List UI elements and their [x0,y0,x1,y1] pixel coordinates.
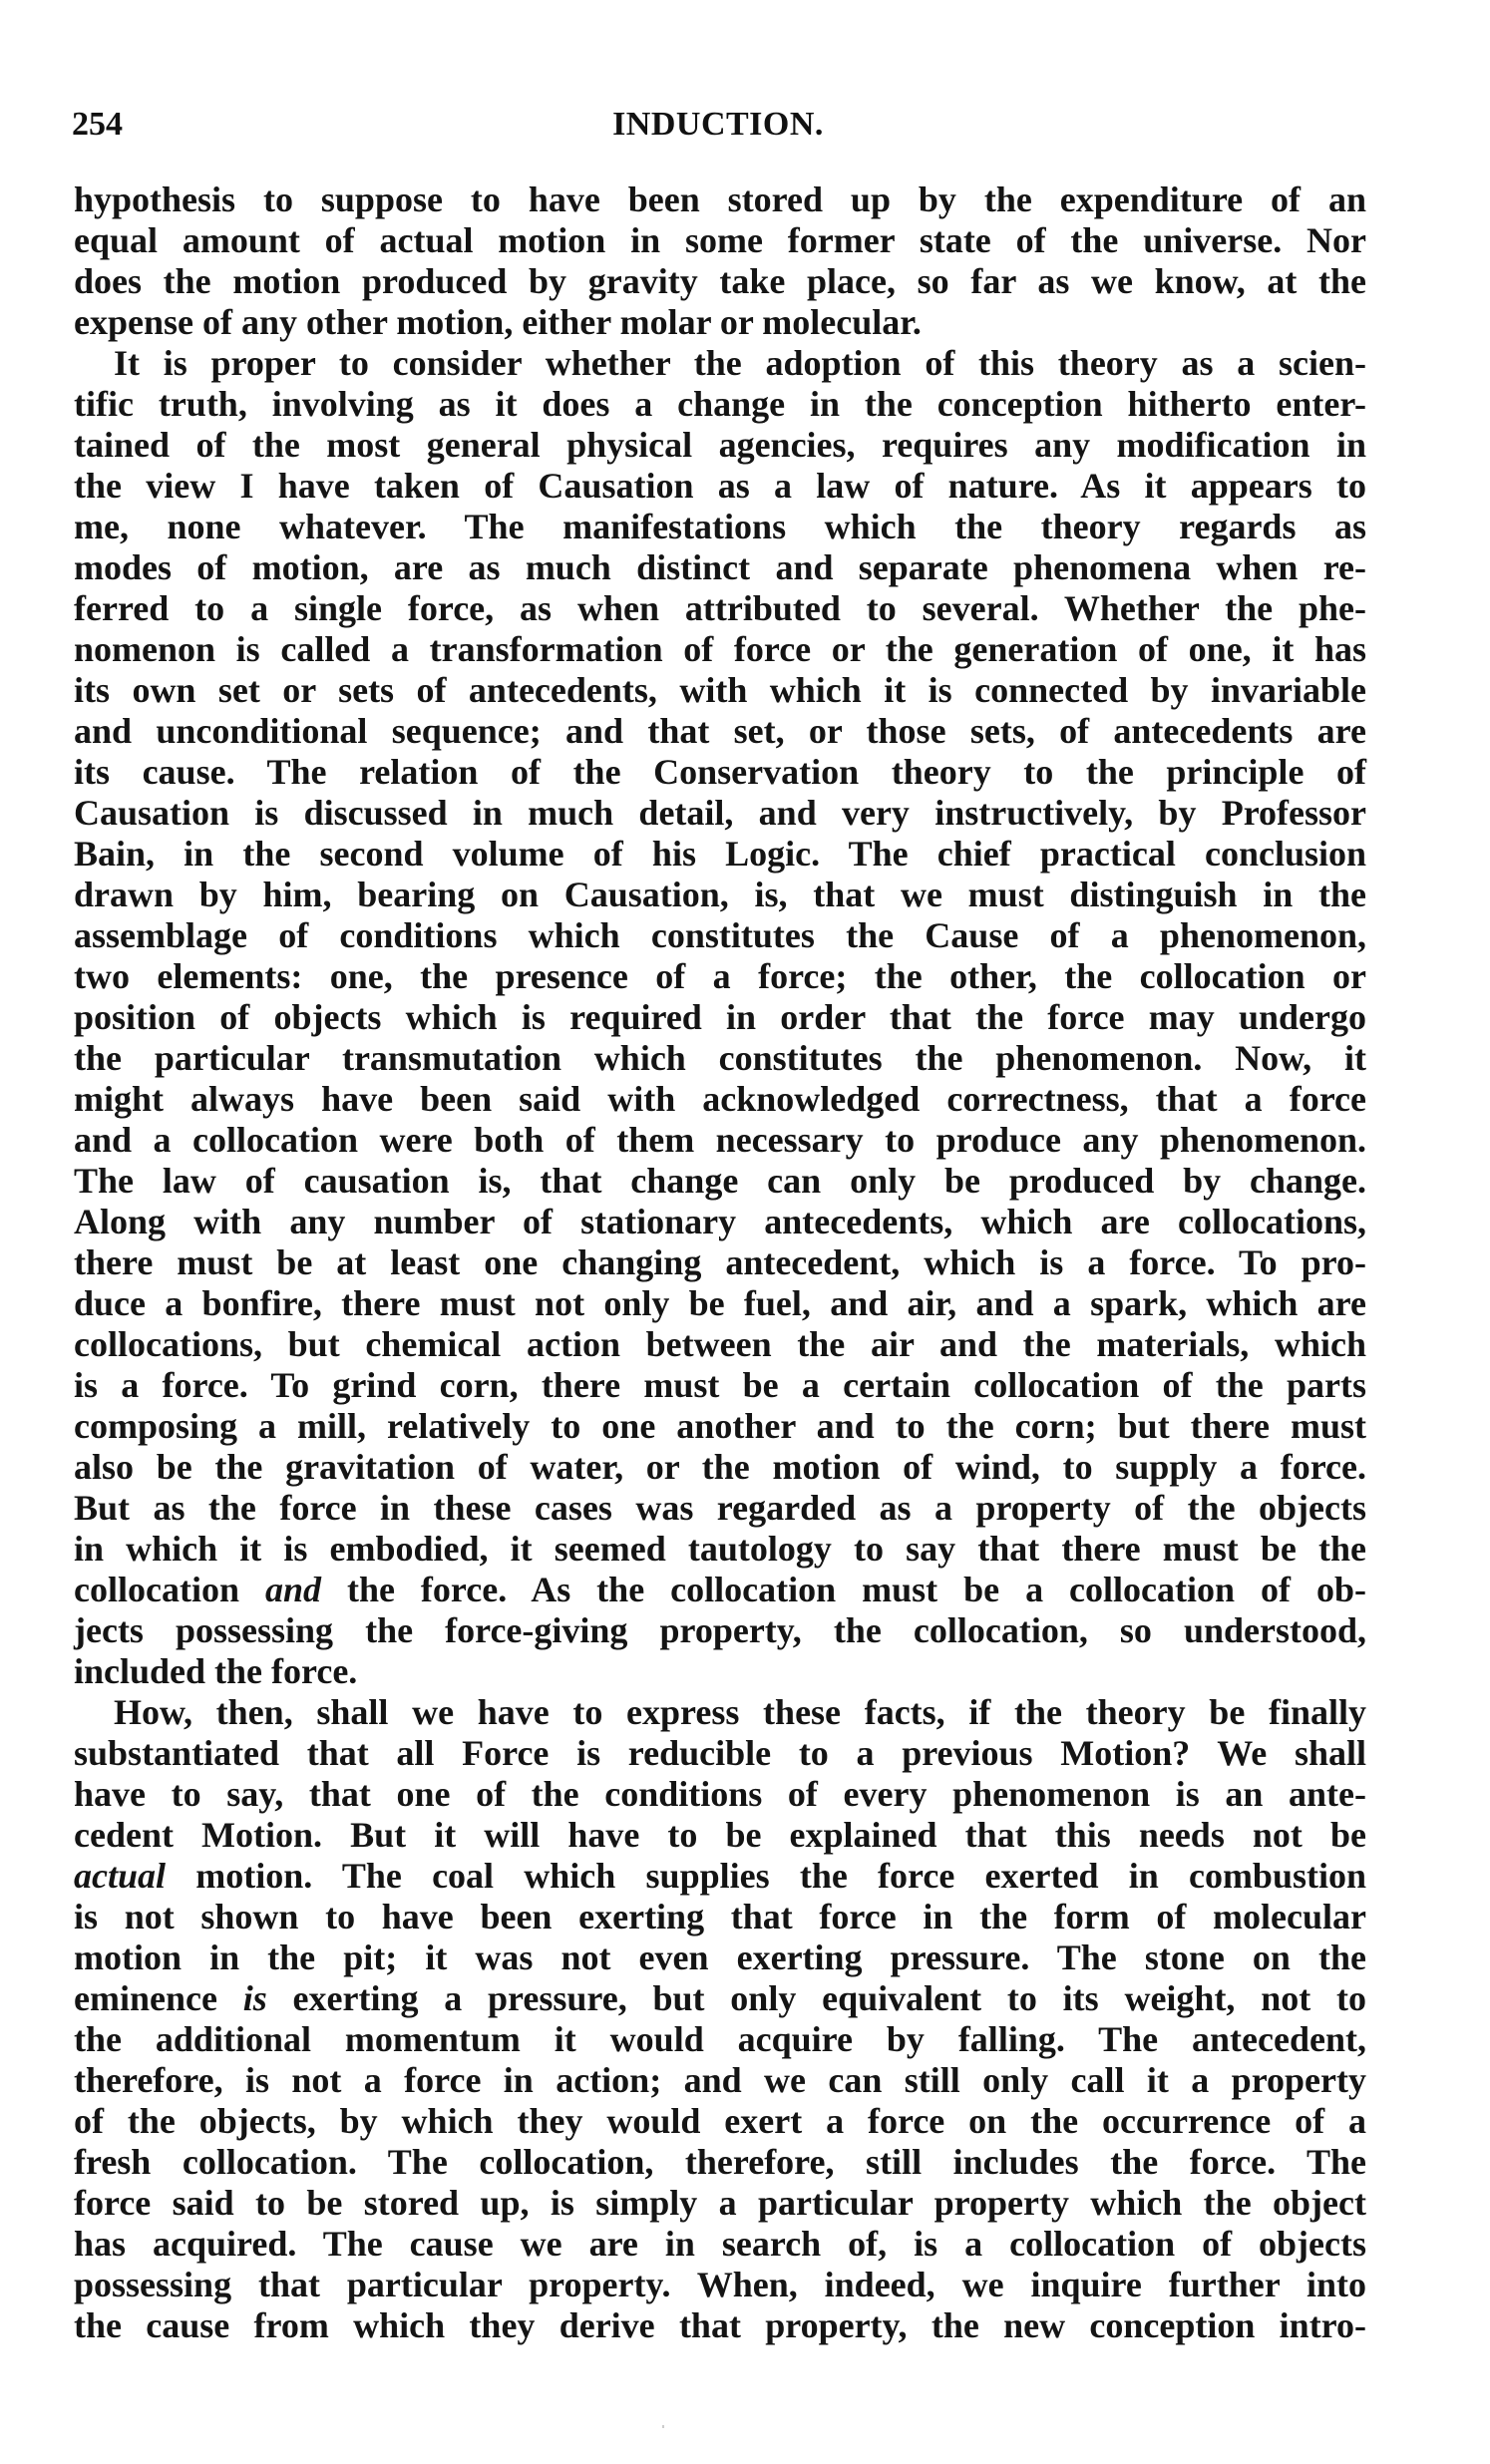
text-line: The law of causation is, that change can only be produced by change. [74,1161,1366,1201]
text-line: tained of the most general physical agencies, requires any modification in [74,425,1366,465]
text-line: expense of any other motion, either molar or molecular. [74,302,922,342]
text-line: It is proper to consider whether the adoption of this theory as a scien- [114,343,1366,383]
text-line: Bain, in the second volume of his Logic. The chief practical conclusion [74,834,1366,874]
text-line: motion in the pit; it was not even exerting pressure. The stone on the [74,1937,1366,1977]
text-line: its own set or sets of antecedents, with which it is connected by invariable [74,670,1366,710]
text-line: position of objects which is required in order that the force may undergo [74,997,1366,1037]
text-line: collocations, but chemical action between the air and the materials, which [74,1324,1366,1364]
text-line: does the motion produced by gravity take place, so far as we know, at the [74,261,1366,301]
text-line: How, then, shall we have to express these facts, if the theory be finally [114,1692,1366,1732]
text-line: and unconditional sequence; and that set, or those sets, of antecedents are [74,711,1366,751]
body-text [74,179,1366,2346]
text-line: might always have been said with acknowledged correctness, that a force [74,1079,1366,1119]
text-line: fresh collocation. The collocation, therefore, still includes the force. The [74,2142,1366,2182]
text-line: cedent Motion. But it will have to be explained that this needs not be [74,1815,1366,1855]
text-line: equal amount of actual motion in some former state of the universe. Nor [74,220,1366,260]
text-line: the cause from which they derive that property, the new conception intro- [74,2305,1366,2345]
italic-emphasis: and [264,1570,321,1609]
text-line: hypothesis to suppose to have been stored up by the expenditure of an [74,179,1366,219]
text-line: included the force. [74,1651,358,1691]
text-line: there must be at least one changing antecedent, which is a force. To pro- [74,1242,1366,1282]
text-line: composing a mill, relatively to one another and to the corn; but there must [74,1406,1366,1446]
italic-emphasis: is [242,1978,267,2018]
text-line: the view I have taken of Causation as a law of nature. As it appears to [74,466,1366,506]
running-header [72,106,1364,146]
page-number: 254 [72,106,123,143]
text-line: eminence is exerting a pressure, but only equivalent to its weight, not to [74,1978,1366,2018]
text-line: actual motion. The coal which supplies the force exerted in combustion [74,1856,1366,1896]
text-line: drawn by him, bearing on Causation, is, that we must distinguish in the [74,875,1366,914]
text-line: jects possessing the force-giving property, the collocation, so understood, [74,1610,1366,1650]
text-line: also be the gravitation of water, or the motion of wind, to supply a force. [74,1447,1366,1487]
text-line: tific truth, involving as it does a change in the conception hitherto enter- [74,384,1366,424]
text-line: of the objects, by which they would exert a force on the occurrence of a [74,2101,1366,2141]
text-line: Causation is discussed in much detail, and very instructively, by Professor [74,793,1366,833]
text-line: possessing that particular property. When, indeed, we inquire further into [74,2265,1366,2304]
italic-emphasis: actual [74,1856,167,1896]
text-line: is not shown to have been exerting that force in the form of molecular [74,1897,1366,1936]
text-line: its cause. The relation of the Conservation theory to the principle of [74,752,1366,792]
text-line: force said to be stored up, is simply a particular property which the object [74,2183,1366,2223]
text-line: have to say, that one of the conditions of every phenomenon is an ante- [74,1774,1366,1814]
text-line: therefore, is not a force in action; and we can still only call it a property [74,2060,1366,2100]
text-line: and a collocation were both of them necessary to produce any phenomenon. [74,1120,1366,1160]
running-title: INDUCTION. [612,106,824,143]
text-line: collocation and the force. As the collocation must be a collocation of ob- [74,1570,1366,1609]
text-line: substantiated that all Force is reducible to a previous Motion? We shall [74,1733,1366,1773]
text-line: But as the force in these cases was regarded as a property of the objects [74,1488,1366,1528]
text-line: in which it is embodied, it seemed tautology to say that there must be the [74,1529,1366,1569]
scan-speck [662,2425,664,2428]
text-line: duce a bonfire, there must not only be fuel, and air, and a spark, which are [74,1283,1366,1323]
text-line: modes of motion, are as much distinct and separate phenomena when re- [74,547,1366,587]
text-line: assemblage of conditions which constitutes the Cause of a phenomenon, [74,915,1366,955]
text-line: me, none whatever. The manifestations which the theory regards as [74,507,1366,546]
text-line: has acquired. The cause we are in search of, is a collocation of objects [74,2224,1366,2264]
text-line: two elements: one, the presence of a force; the other, the collocation or [74,956,1366,996]
text-line: ferred to a single force, as when attributed to several. Whether the phe- [74,588,1366,628]
text-line: Along with any number of stationary antecedents, which are collocations, [74,1202,1366,1241]
text-line: nomenon is called a transformation of force or the generation of one, it has [74,629,1366,669]
text-line: the additional momentum it would acquire by falling. The antecedent, [74,2019,1366,2059]
text-line: is a force. To grind corn, there must be a certain collocation of the parts [74,1365,1366,1405]
text-line: the particular transmutation which constitutes the phenomenon. Now, it [74,1038,1366,1078]
